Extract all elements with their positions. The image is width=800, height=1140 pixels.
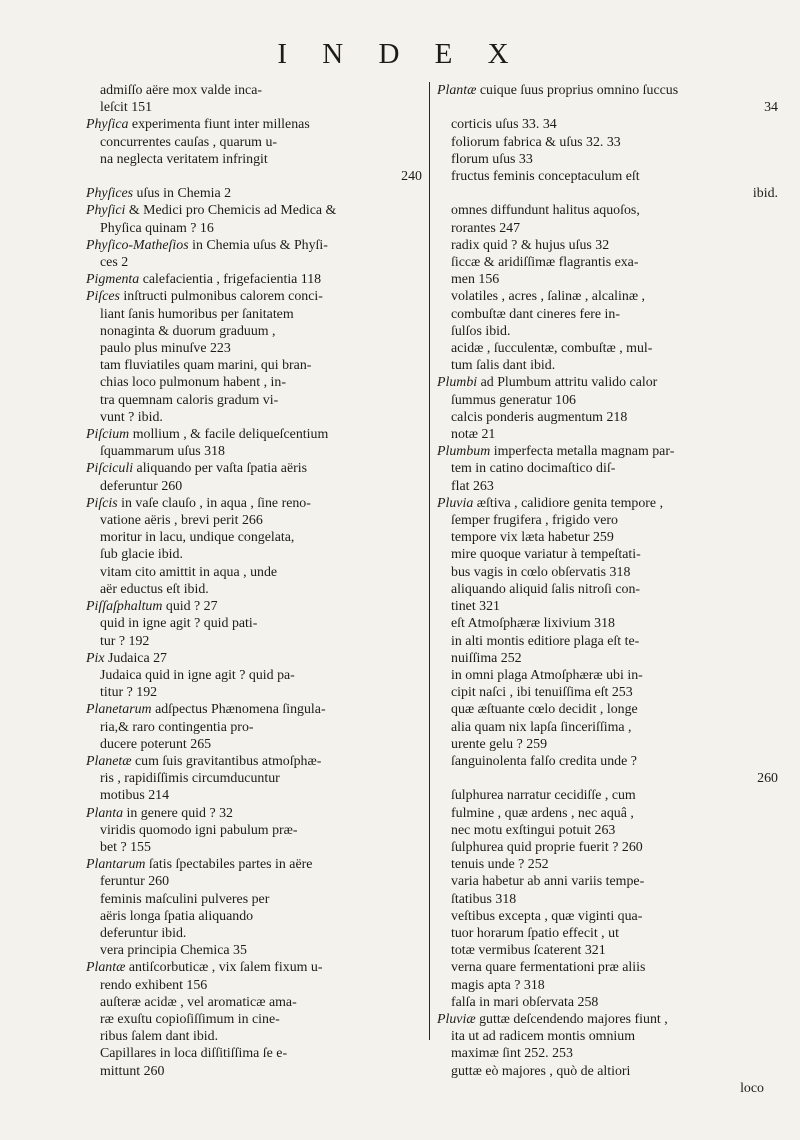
index-line: Capillares in loca diſſitiſſima ſe e- (100, 1046, 288, 1062)
entry-headword: Plantarum (86, 857, 146, 873)
index-line: foliorum fabrica & uſus 32. 33 (451, 134, 621, 150)
index-line: calcis ponderis augmentum 218 (451, 409, 628, 425)
index-line: ria,& raro contingentia pro- (100, 719, 254, 735)
index-entry: Pluvia æſtiva , calidiore genita tempore , (437, 495, 664, 511)
index-line: feminis maſculini pulveres per (100, 891, 270, 907)
page-reference: 240 (401, 169, 422, 185)
index-line: combuſtæ dant cineres fere in- (451, 306, 620, 322)
index-entry: Planetæ cum ſuis gravitantibus atmoſphæ- (86, 753, 322, 769)
index-line: ita ut ad radicem montis omnium (451, 1029, 636, 1045)
index-line: maximæ ſint 252. 253 (451, 1046, 573, 1062)
index-entry: Piſcis in vaſe clauſo , in aqua , ſine reno- (86, 495, 311, 511)
index-line: tam fluviatiles quam marini, qui bran- (100, 358, 312, 374)
page-reference: ibid. (752, 186, 778, 202)
index-line: flat 263 (451, 478, 494, 494)
index-entry: Plantarum ſatis ſpectabiles partes in aëre (86, 857, 313, 873)
index-line: auſteræ acidæ , vel aromaticæ ama- (100, 994, 297, 1010)
index-line: vera principia Chemica 35 (100, 943, 247, 959)
index-entry: Pix Judaica 27 (86, 650, 168, 666)
index-line: viridis quomodo igni pabulum præ- (100, 822, 298, 838)
index-line: ſulphurea narratur cecidiſſe , cum (451, 788, 636, 804)
entry-headword: Phyſico-Mathеſios (86, 237, 189, 253)
catchword: loco (740, 1080, 764, 1096)
index-entry: Piſces inſtructi pulmonibus calorem conci- (86, 289, 323, 305)
index-line: volatiles , acres , ſalinæ , alcalinæ , (451, 289, 646, 305)
index-line: verna quare fermentationi præ aliis (451, 960, 646, 976)
index-line: nonaginta & duorum graduum , (100, 323, 276, 339)
page-reference: 34 (764, 100, 778, 116)
index-entry: Phyſici & Medici pro Chemicis ad Medica & (86, 203, 337, 219)
index-line: paulo plus minuſve 223 (100, 341, 231, 357)
index-line: aliquando aliquid ſalis nitroſi con- (451, 581, 641, 597)
index-line: aëris longa ſpatia aliquando (100, 908, 254, 924)
index-entry: Plumbi ad Plumbum attritu valido calor (437, 375, 658, 391)
index-line: fructus feminis conceptaculum eſt (451, 169, 640, 185)
entry-headword: Plumbi (437, 375, 478, 391)
index-line: vitam cito amittit in aqua , unde (100, 564, 278, 580)
entry-headword: Phyſica (86, 117, 129, 133)
page-reference: 260 (757, 771, 778, 787)
index-line: men 156 (451, 272, 500, 288)
entry-headword: Pluvia (437, 495, 474, 511)
entry-headword: Piſcis (86, 495, 118, 511)
index-line: ſtatibus 318 (451, 891, 517, 907)
index-line: tum ſalis dant ibid. (451, 358, 556, 374)
index-line: in omni plaga Atmoſphæræ ubi in- (451, 667, 643, 683)
index-line: ducere poterunt 265 (100, 736, 212, 752)
index-entry: Phyſica experimenta fiunt inter millenas (86, 117, 310, 133)
index-line: rendo exhibent 156 (100, 977, 208, 993)
page-title: I N D E X (277, 38, 523, 70)
index-column-left (86, 82, 426, 1080)
index-line: omnes diffundunt halitus aquoſos, (451, 203, 640, 219)
index-line: magis apta ? 318 (451, 977, 545, 993)
index-line: eſt Atmoſphæræ lixivium 318 (451, 616, 615, 632)
column-divider (429, 82, 430, 1040)
index-line: radix quid ? & hujus uſus 32 (451, 237, 610, 253)
index-line: varia habetur ab anni variis tempe- (451, 874, 645, 890)
index-line: ſulphurea quid proprie fuerit ? 260 (451, 839, 643, 855)
index-line: aër eductus eſt ibid. (100, 581, 209, 597)
index-line: liant ſanis humoribus per ſanitatem (100, 306, 294, 322)
index-line: deferuntur 260 (100, 478, 183, 494)
index-entry: Pluviæ guttæ deſcendendo majores fiunt , (437, 1011, 668, 1027)
index-entry: Piſciculi aliquando per vaſta ſpatia aëris (86, 461, 308, 477)
index-line: fulmine , quæ ardens , nec aquâ , (451, 805, 634, 821)
index-line: concurrentes cauſas , quarum u- (100, 134, 278, 150)
index-line: mire quoque variatur à tempeſtati- (451, 547, 641, 563)
index-line: bet ? 155 (100, 839, 151, 855)
entry-headword: Planetarum (86, 702, 152, 718)
index-line: nec motu exſtingui potuit 263 (451, 822, 616, 838)
entry-headword: Piſcium (86, 427, 130, 443)
index-line: ris , rapidiſſimis circumducuntur (100, 771, 280, 787)
index-line: tur ? 192 (100, 633, 150, 649)
index-line: falſa in mari obſervata 258 (451, 994, 599, 1010)
index-line: ribus ſalem dant ibid. (100, 1029, 219, 1045)
index-line: alia quam nix lapſa ſinceriſſima , (451, 719, 632, 735)
index-line: tenuis unde ? 252 (451, 857, 549, 873)
index-line: rorantes 247 (451, 220, 521, 236)
index-entry: Phyſico-Mathеſios in Chemia uſus & Phyſi- (86, 237, 328, 253)
index-line: corticis uſus 33. 34 (451, 117, 557, 133)
index-line: moritur in lacu, undique congelata, (100, 530, 295, 546)
index-line: tempore vix læta habetur 259 (451, 530, 614, 546)
index-line: quid in igne agit ? quid pati- (100, 616, 258, 632)
index-line: urente gelu ? 259 (451, 736, 548, 752)
index-line: nuiſſima 252 (451, 650, 522, 666)
entry-headword: Piſſaſphaltum (86, 599, 163, 615)
index-line: tra quemnam caloris gradum vi- (100, 392, 279, 408)
index-entry: Pigmenta calefacientia , frigefacientia 118 (86, 272, 322, 288)
index-entry: Plantæ antiſcorbuticæ , vix ſalem fixum u- (86, 960, 323, 976)
index-line: tem in catino docimaſtico diſ- (451, 461, 616, 477)
entry-headword: Piſciculi (86, 461, 134, 477)
index-entry: Planetarum adſpectus Phænomena ſingula- (86, 702, 326, 718)
index-line: cipit naſci , ibi tenuiſſima eſt 253 (451, 685, 633, 701)
entry-headword: Phyſices (86, 186, 134, 202)
index-line: notæ 21 (451, 427, 496, 443)
entry-headword: Planetæ (86, 753, 132, 769)
index-entry: Plumbum imperfecta metalla magnam par- (437, 444, 675, 460)
index-line: na neglecta veritatem infringit (100, 151, 268, 167)
index-line: ſemper frugifera , frigido vero (451, 513, 618, 529)
entry-headword: Phyſici (86, 203, 126, 219)
index-entry: Piſſaſphaltum quid ? 27 (86, 599, 218, 615)
index-line: ſulſos ibid. (451, 323, 511, 339)
index-line: ſummus generatur 106 (451, 392, 576, 408)
index-line: vunt ? ibid. (100, 409, 163, 425)
index-line: mittunt 260 (100, 1063, 165, 1079)
index-line: leſcit 151 (100, 100, 153, 116)
index-line: acidæ , ſucculentæ, combuſtæ , mul- (451, 341, 653, 357)
index-line: quæ æſtuante cœlo decidit , longe (451, 702, 638, 718)
index-line: deferuntur ibid. (100, 925, 187, 941)
index-line: bus vagis in cœlo obſervatis 318 (451, 564, 631, 580)
index-line: ſquammarum uſus 318 (100, 444, 226, 460)
index-entry: Plantæ cuique ſuus proprius omnino ſuccus (437, 83, 679, 98)
entry-headword: Planta (86, 805, 124, 821)
entry-headword: Plantæ (86, 960, 126, 976)
index-line: tinet 321 (451, 599, 500, 615)
entry-headword: Plumbum (437, 444, 491, 460)
index-line: guttæ eò majores , quò de altiori (451, 1063, 631, 1079)
entry-headword: Piſces (86, 289, 120, 305)
index-line: florum uſus 33 (451, 151, 533, 167)
index-line: ſiccæ & aridiſſimæ flagrantis exa- (451, 255, 639, 271)
index-line: motibus 214 (100, 788, 170, 804)
index-line: Phyſica quinam ? 16 (100, 220, 214, 236)
index-entry: Phyſices uſus in Chemia 2 (86, 186, 232, 202)
index-column-right (437, 82, 782, 1097)
index-entry: Piſcium mollium , & facile deliqueſcentium (86, 427, 329, 443)
entry-headword: Pluviæ (437, 1011, 476, 1027)
entry-headword: Plantæ (437, 83, 477, 98)
index-line: in alti montis editiore plaga eſt te- (451, 633, 640, 649)
index-line: ces 2 (100, 255, 129, 271)
index-line: feruntur 260 (100, 874, 170, 890)
entry-headword: Pix (86, 650, 105, 666)
index-line: ſanguinolenta falſo credita unde ? (451, 753, 637, 769)
index-entry: Planta in genere quid ? 32 (86, 805, 233, 821)
index-line: Judaica quid in igne agit ? quid pa- (100, 667, 295, 683)
index-line: ſub glacie ibid. (100, 547, 183, 563)
index-line: chias loco pulmonum habent , in- (100, 375, 286, 391)
index-line: titur ? 192 (100, 685, 158, 701)
index-line: ræ exuſtu copioſiſſimum in cine- (100, 1011, 280, 1027)
index-line: totæ vermibus ſcaterent 321 (451, 943, 606, 959)
index-line: admiſſo aëre mox valde inca- (100, 83, 262, 98)
index-line: veſtibus excepta , quæ viginti qua- (451, 908, 643, 924)
index-line: tuor horarum ſpatio effecit , ut (451, 925, 619, 941)
index-line: vatione aëris , brevi perit 266 (100, 513, 263, 529)
entry-headword: Pigmenta (86, 272, 140, 288)
